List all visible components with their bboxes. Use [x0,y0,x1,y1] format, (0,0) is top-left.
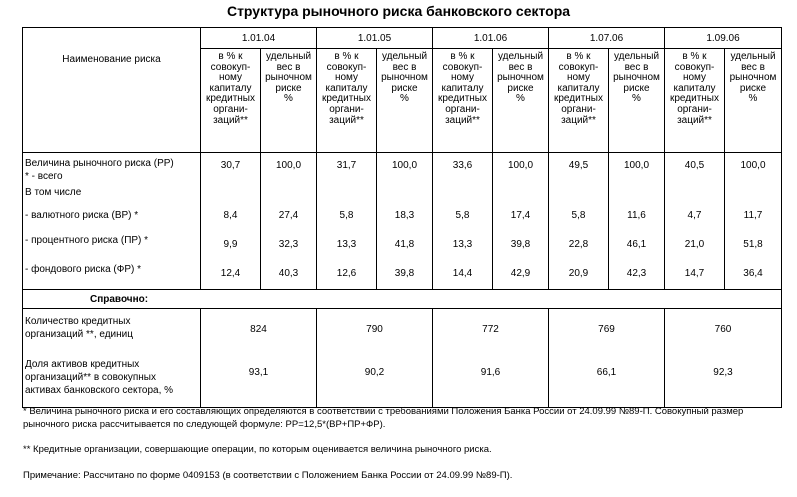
value-ir: 39,8 [510,239,531,250]
footnote-2: ** Кредитные организации, совершающие операции, по которым оценивается величина рыночного риска. [23,444,492,455]
value-ir: 46,1 [626,239,647,250]
value-fx: 4,7 [687,210,702,221]
reference-values-cell: 760 92,3 [665,309,782,408]
value-fx: 5,8 [339,210,354,221]
value-total: 100,0 [391,160,418,171]
value-total: 31,7 [336,160,357,171]
value-eq: 20,9 [568,268,589,279]
value-fx: 5,8 [571,210,586,221]
subheader-share-of-capital: в % к совокуп- ному капиталу кредитных органи- заций** [317,49,377,153]
subheader-share-of-capital: в % к совокуп- ному капиталу кредитных органи- заций** [665,49,725,153]
risk-labels-cell [23,153,201,290]
value-total: 100,0 [740,160,766,171]
value-fx: 17,4 [510,210,531,221]
value-eq: 14,4 [452,268,473,279]
values-cell [261,153,317,290]
subheader-share-weight: удельный вес в рыночном риске % [725,49,782,153]
value-eq: 12,6 [336,268,357,279]
value-total: 100,0 [623,160,650,171]
value-total: 33,6 [452,160,473,171]
reference-labels-cell [23,309,201,408]
header-date: 1.07.06 [549,28,665,49]
footnote-1: * Величина рыночного риска и его составляющих определяются в соответствии с требованиями Положения Банка России от 24.09.99 №89-П. Совокупный размер рыночного риска рассчитывается по следующей формуле: РР=12,5*(ВР+ПР+ФР). [23,406,744,430]
reference-values-cell: 769 66,1 [549,309,665,408]
footnote-note: Примечание: Рассчитано по форме 0409153 (в соответствии с Положением Банка России от 24.09.99 №89-П). [23,470,513,481]
row-label-ir: - процентного риска (ПР) * [25,235,149,246]
subheader-share-weight: удельный вес в рыночном риске % [609,49,665,153]
values-cell [549,153,609,290]
header-date: 1.09.06 [665,28,782,49]
value-total: 100,0 [507,160,534,171]
value-ir: 13,3 [336,239,357,250]
value-eq: 36,4 [743,268,763,279]
subheader-share-weight: удельный вес в рыночном риске % [261,49,317,153]
row-label-total: Величина рыночного риска (РР) * - всего [25,158,174,182]
value-eq: 14,7 [684,268,705,279]
subheader-share-weight: удельный вес в рыночном риске % [377,49,433,153]
header-date: 1.01.05 [317,28,433,49]
value-eq: 12,4 [220,268,241,279]
value-eq: 39,8 [394,268,415,279]
value-ir: 21,0 [684,239,705,250]
values-cell [725,153,782,290]
value-total: 40,5 [684,160,705,171]
market-risk-table [22,27,782,408]
header-risk-name: Наименование риска [23,28,201,153]
value-total: 49,5 [568,160,589,171]
reference-heading: Справочно: [23,290,782,309]
values-cell [665,153,725,290]
value-fx: 5,8 [455,210,470,221]
header-date: 1.01.04 [201,28,317,49]
reference-values-cell: 772 91,6 [433,309,549,408]
page-title: Структура рыночного риска банковского сектора [226,3,571,19]
reference-values-cell: 824 93,1 [201,309,317,408]
subheader-share-weight: удельный вес в рыночном риске % [493,49,549,153]
row-label-fx: - валютного риска (ВР) * [25,210,139,221]
value-ir: 13,3 [452,239,473,250]
value-eq: 40,3 [278,268,299,279]
values-cell [201,153,261,290]
subheader-share-of-capital: в % к совокуп- ному капиталу кредитных органи- заций** [433,49,493,153]
value-ir: 32,3 [278,239,299,250]
value-ir: 9,9 [223,239,238,250]
reference-values-cell: 790 90,2 [317,309,433,408]
value-eq: 42,3 [626,268,647,279]
value-fx: 8,4 [223,210,238,221]
values-cell [433,153,493,290]
value-fx: 27,4 [278,210,299,221]
value-fx: 18,3 [394,210,415,221]
value-total: 100,0 [275,160,302,171]
value-fx: 11,6 [627,210,646,221]
value-ir: 51,8 [743,239,763,250]
value-eq: 42,9 [510,268,531,279]
header-date: 1.01.06 [433,28,549,49]
row-label-including: В том числе [25,187,82,198]
value-ir: 41,8 [394,239,415,250]
subheader-share-of-capital: в % к совокуп- ному капиталу кредитных органи- заций** [201,49,261,153]
footnotes [23,405,783,482]
values-cell [493,153,549,290]
row-label-eq: - фондового риска (ФР) * [25,264,142,275]
value-total: 30,7 [220,160,241,171]
value-fx: 11,7 [743,210,763,221]
values-cell [377,153,433,290]
value-ir: 22,8 [568,239,589,250]
values-cell [609,153,665,290]
assets-share-label: Доля активов кредитных организаций** в совокупных активах банковского сектора, % [25,359,174,396]
values-cell [317,153,377,290]
subheader-share-of-capital: в % к совокуп- ному капиталу кредитных органи- заций** [549,49,609,153]
credit-org-count-label: Количество кредитных организаций **, единиц [25,316,133,340]
